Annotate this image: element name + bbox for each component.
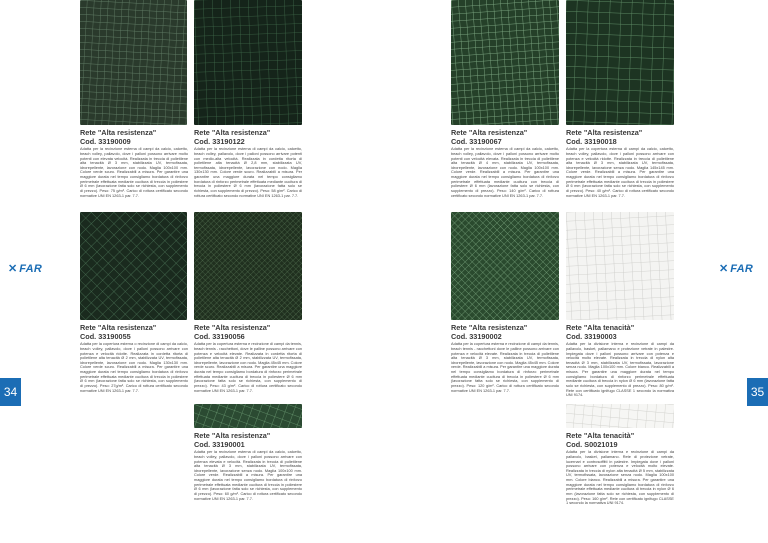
product-S0021019 [566,432,674,506]
product-33190056 [194,324,302,393]
product-description: Adatta per la copertura esterna di campi da calcio, calcetto, beach volley, pallavolo, dove i palloni possono arrivare con potenza e velocità ridotte. Realizzata in treccia di polietilene alta tenacità Ø 3 mm, stabilizzata UV, termofissata, idrorepellente, lavorazione senza nodo. Maglia 145x145 mm. Colore verde. Realizzabili a misura. Per garantire una maggiore durata nel tempo consigliamo bordatura di rinforzo perimetrale effettuata mediante cucitura di treccia in poliestere Ø 6 mm (lavorazione fatta solo se richiesta, con supplemento di prezzo). Peso: 40 g/m². Carico di rottura certificato secondo normative UNI EN 1263-1 par. 7.7. [566,147,674,198]
far-logo-mark-icon: ✕ [8,263,18,275]
product-image-33190003 [566,212,674,320]
product-33190122 [194,129,302,198]
product-image-33190018 [566,0,674,125]
product-33190002 [451,324,559,393]
product-image-33190055 [80,212,187,320]
product-image-33190056 [194,212,302,320]
product-description: Adatta per la copertura esterna e recinzione di campi da tennis, beach tennis - racchettoni dove le palline possono arrivare con potenza e velocità elevate. Realizzata in treccia di polietilene alta tenacità Ø 3 mm, stabilizzata UV, termofissata, idrorepellente, lavorazione con nodo. Maglia 45x45 mm. Colore verde. Realizzabili a misura. Per garantire una maggiore durata nel tempo consigliamo bordatura di rinforzo perimetrale effettuata mediante cucitura di treccia in poliestere Ø 6 mm (lavorazione fatta solo se richiesta, con supplemento di prezzo). Peso: 120 g/m². Carico di rottura certificato secondo normative UNI EN 1263-1 par. 7.7. [451,342,559,393]
product-title: Rete "Alta resistenza" [80,323,157,332]
right-page [384,0,768,543]
far-logo-right [719,262,753,275]
product-description: Adatta per la copertura esterna e recinzione di campi da tennis, beach tennis - racchettoni, dove le palline possono arrivare con potenza e velocità elevate. Realizzata in cordetta ritorta di polietilene alta tenacità Ø 2 mm, stabilizzata UV, termofissata, idrorepellente, lavorazione con nodo. Maglia 45x45 mm. Colore verde scuro. Realizzabili a misura. Per garantire una maggiore durata nel tempo consigliamo bordatura di rinforzo perimetrale effettuata mediante cucitura di treccia in poliestere Ø 6 mm (lavorazione fatta solo se richiesta, con supplemento di prezzo). Peso: 43 g/m². Carico di rottura certificato secondo normative UNI EN 1263-1 par. 7.7. [194,342,302,393]
far-logo-text: FAR [730,262,754,275]
product-description: Adatta per la recinzione esterna di campi da calcio, calcetto, beach volley, pallavolo, dove i palloni possono arrivare con potenza elevata e velocità. Realizzata in treccia di polietilene alta tenacità Ø 3 mm, stabilizzata UV, termofissata, idrorepellente, lavorazione senza nodo. Maglia 100x100 mm. Colore verde. Realizzabili a misura. Per garantire una maggiore durata nel tempo consigliamo bordatura di rinforzo perimetrale effettuata mediante cucitura di treccia in poliestere Ø 6 mm (lavorazione fatta solo se richiesta, con supplemento di prezzo). Peso: 60 g/m². Carico di rottura certificato secondo normative UNI EN 1263-1 par. 7.7. [194,450,302,501]
far-logo-left [8,262,42,275]
product-description: Adatta per la recinzione esterna di campi da calcio, calcetto, beach volley, pallavolo, dove i palloni possono arrivare molto potenti con elevata velocità. Realizzata in treccia di polietilene alta tenacità Ø 3 mm, stabilizzata UV, termofissata, idrorepellente, lavorazione con nodo. Maglia 100x100 mm. Colore verde scuro. Realizzabili a misura. Per garantire una maggiore durata nel tempo consigliamo bordatura di rinforzo perimetrale effettuata mediante cucitura di treccia in poliestere Ø 6 mm (lavorazione fatta solo se richiesta, con supplemento di prezzo). Peso: 75 g/m². Carico di rottura certificato secondo normative UNI EN 1263-1 par. 7.7. [80,147,188,198]
far-logo-text: FAR [19,262,43,275]
product-code: Cod. 33190122 [194,136,245,146]
product-code: Cod. S0021019 [566,439,618,449]
product-image-33190009 [80,0,187,125]
product-33190055 [80,324,188,393]
product-description: Adatta per la recinzione esterna di campi da calcio, calcetto, beach volley, pallavolo, dove i palloni possono arrivare molto potenti con velocità elevata. Realizzata in treccia di polietilene alta tenacità Ø 4 mm, stabilizzata UV, termofissata, idrorepellente, lavorazione con nodo. Maglia 100x100 mm. Colore verde. Realizzabili a misura. Per garantire una maggiore durata nel tempo consigliamo bordatura di rinforzo perimetrale effettuata mediante cucitura con treccia di poliestere Ø 6 mm (lavorazione fatta solo se richiesta, con supplemento di prezzo). Peso: 140 g/m². Carico di rottura certificato secondo normative UNI EN 1263-1 par. 7.7. [451,147,559,198]
product-image-33190001 [194,404,302,428]
product-image-S0021019 [566,404,674,428]
product-image-33190002 [451,212,559,320]
product-title: Rete "Alta tenacità" [566,431,635,440]
product-title: Rete "Alta resistenza" [194,323,271,332]
product-code: Cod. 33190055 [80,331,131,341]
product-code: Cod. 33190002 [451,331,502,341]
product-title: Rete "Alta tenacità" [566,323,635,332]
product-33190001 [194,432,302,501]
product-code: Cod. 33190067 [451,136,502,146]
product-image-33190122 [194,0,302,125]
product-code: Cod. 33190001 [194,439,245,449]
product-title: Rete "Alta resistenza" [566,128,643,137]
product-33190009 [80,129,188,198]
product-33190067 [451,129,559,198]
product-title: Rete "Alta resistenza" [194,128,271,137]
product-title: Rete "Alta resistenza" [80,128,157,137]
page-number-left: 34 [0,378,21,406]
product-33190018 [566,129,674,198]
product-image-33190067 [451,0,559,125]
product-code: Cod. 33190018 [566,136,617,146]
product-description: Adatta per la divisione interna e recinzione di campi da pallavolo, basket, pallamano. Rete di protezione vetrate, lucernari e controsoffitti in palestre. Impiegata dove i palloni possono arrivare con potenza e velocità molto elevate. Realizzata in treccia di nylon alta tenacità Ø 5 mm, stabilizzata UV, termofissata, lavorazione senza nodo. Maglia 100x100 mm. Colore bianco. Realizzabili a misura. Per garantire una maggiore durata nel tempo consigliamo bordatura di rinforzo perimetrale effettuata mediante cucitura di treccia in nylon Ø 6 mm (lavorazione fatta solo se richiesta, con supplemento di prezzo). Peso: 160 g/m². Rete con certificato ignifugo CLASSE 1 secondo la normativa UNI 9174. [566,450,674,506]
product-code: Cod. 33190009 [80,136,131,146]
product-code: Cod. 33190003 [566,331,617,341]
product-description: Adatta per la divisione interna e recinzione di campi da pallavolo, basket, pallamano e protezione vetrate in palestre. Impiegata dove i palloni possono arrivare con potenza e velocità molto elevate. Realizzata in treccia di nylon alta tenacità Ø 3 mm, stabilizzata UV, termofissata, lavorazione senza nodo. Maglia 100x100 mm. Colore bianco. Realizzabili a misura. Per garantire una maggiore durata nel tempo consigliamo bordatura di rinforzo perimetrale effettuata mediante cucitura di treccia in nylon Ø 6 mm (lavorazione fatta solo se richiesta, con supplemento di prezzo). Peso: 80 g/m². Rete con certificato ignifugo CLASSE 1 secondo la normativa UNI 9174. [566,342,674,398]
product-code: Cod. 33190056 [194,331,245,341]
page-number-right: 35 [747,378,768,406]
product-title: Rete "Alta resistenza" [194,431,271,440]
product-description: Adatta per la copertura esterna o recinzione di campi da calcio, beach volley, pallavolo, dove i palloni possono arrivare con potenza e velocità ridotte. Realizzata in cordetta ritorta di polietilene alta tenacità Ø 2 mm, stabilizzata UV, termofissata, idrorepellente, lavorazione con nodo. Maglia 130x130 mm. Colore verde scuro. Realizzabili a misura. Per garantire una maggiore durata nel tempo consigliamo bordatura di rinforzo perimetrale effettuata mediante cucitura di treccia in poliestere Ø 6 mm (lavorazione fatta solo se richiesta, con supplemento di prezzo). Peso: 27g/m². Carico di rottura certificato secondo normative UNI EN 1263-1 par. 7.7. [80,342,188,393]
product-title: Rete "Alta resistenza" [451,128,528,137]
product-description: Adatta per la recinzione esterna di campi da calcio, calcetto, beach volley, pallavolo, dove i palloni possono arrivare potenti con medio-alta velocità. Realizzata in cordetta ritorta di polietilene alta tenacità Ø 2,8 mm, stabilizzata UV, termofissata, idrorepellente, lavorazione con nodo. Maglia 130x130 mm. Colore verde scuro. Realizzabili a misura. Per garantire una maggiore durata nel tempo consigliamo bordatura di rinforzo perimetrale effettuata mediante cucitura di treccia in poliestere Ø 6 mm (lavorazione fatta solo se richiesta, con supplemento di prezzo). Peso: 58 g/m². Carico di rottura certificato secondo normative UNI EN 1263-1 par. 7.7. [194,147,302,198]
product-title: Rete "Alta resistenza" [451,323,528,332]
far-logo-mark-icon: ✕ [719,263,729,275]
product-33190003 [566,324,674,398]
